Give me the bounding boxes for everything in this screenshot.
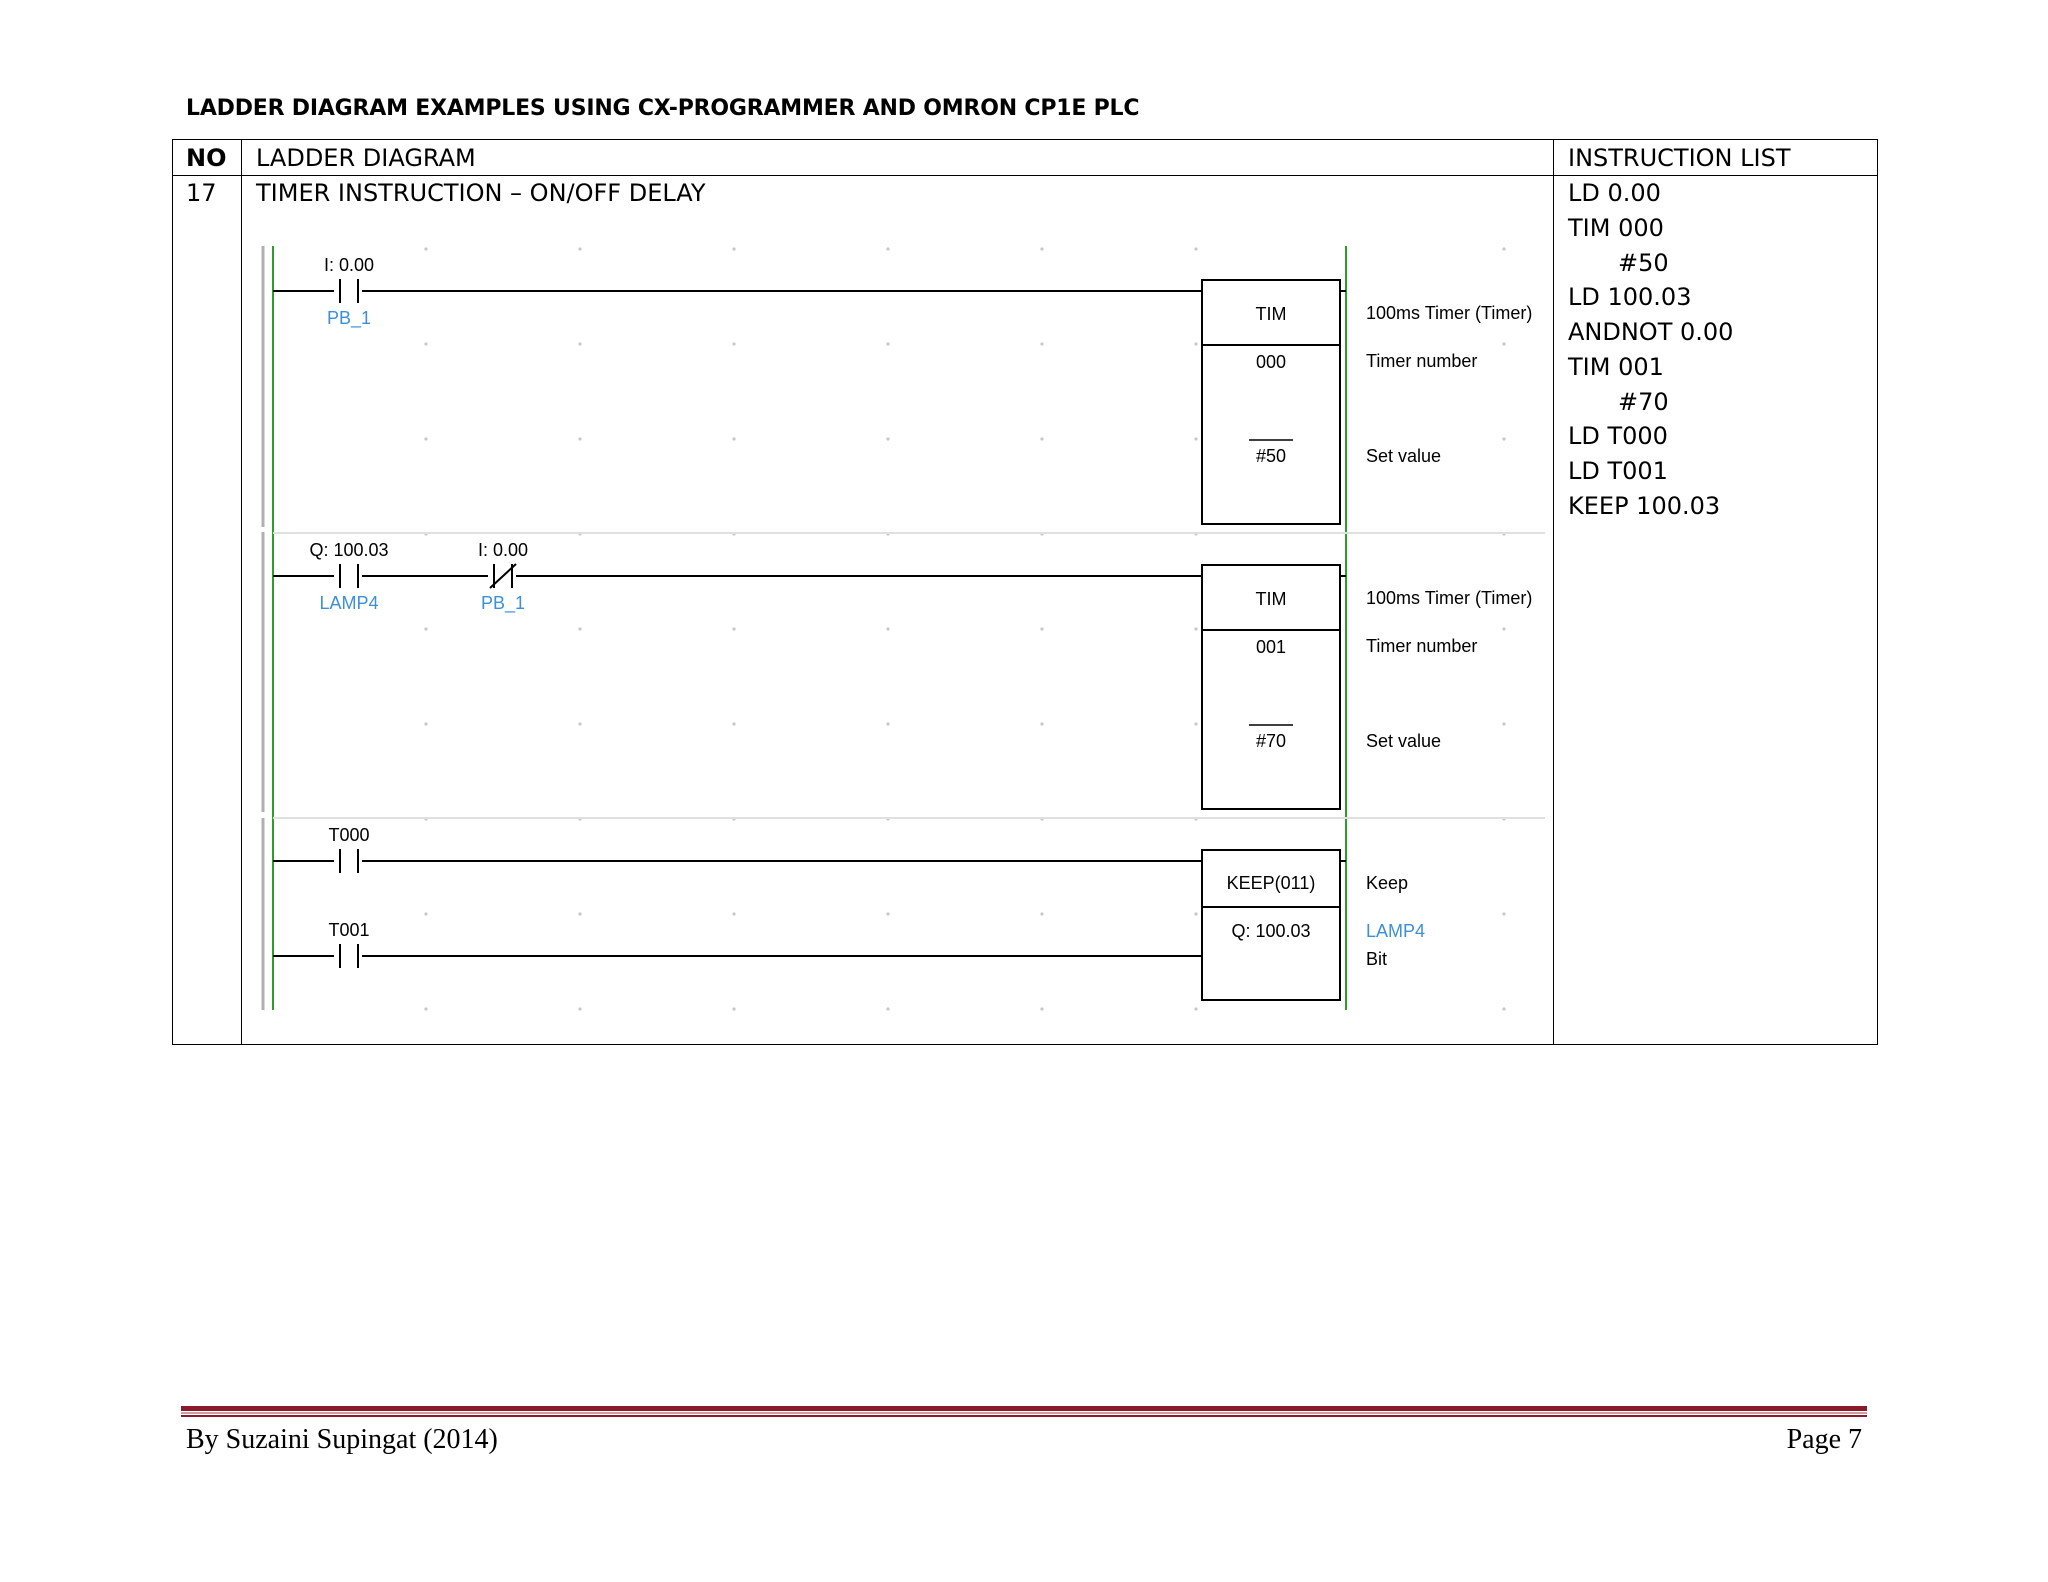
contact-address: T000 bbox=[328, 825, 370, 845]
rung-3 bbox=[273, 825, 1425, 1000]
contact-address: I: 0.00 bbox=[323, 255, 375, 275]
grid-dot bbox=[1502, 247, 1505, 250]
grid-dot bbox=[578, 627, 581, 630]
grid-dot bbox=[1502, 912, 1505, 915]
header-no: NO bbox=[186, 144, 227, 172]
grid-dot bbox=[1194, 912, 1197, 915]
grid-dot bbox=[1040, 437, 1043, 440]
instruction-line: #70 bbox=[1618, 388, 1669, 416]
grid-dot bbox=[732, 247, 735, 250]
block-name: TIM bbox=[1255, 589, 1287, 609]
grid-dot bbox=[1040, 912, 1043, 915]
contact-address: T001 bbox=[328, 920, 370, 940]
instruction-line: ANDNOT 0.00 bbox=[1568, 318, 1734, 346]
grid-dot bbox=[1040, 722, 1043, 725]
block-label: Set value bbox=[1366, 446, 1442, 466]
rung-1 bbox=[273, 255, 1532, 524]
grid-dot bbox=[886, 627, 889, 630]
instruction-line: KEEP 100.03 bbox=[1568, 492, 1721, 520]
block-operand: 001 bbox=[1255, 637, 1287, 657]
grid-dot bbox=[1502, 627, 1505, 630]
instruction-line: LD 100.03 bbox=[1568, 283, 1692, 311]
grid-dot bbox=[424, 342, 427, 345]
rung-2 bbox=[273, 540, 1532, 809]
block-label: Set value bbox=[1366, 731, 1442, 751]
grid-dot bbox=[1194, 437, 1197, 440]
grid-dot bbox=[424, 437, 427, 440]
contact-symbol: PB_1 bbox=[326, 308, 372, 328]
grid-dot bbox=[886, 437, 889, 440]
grid-dot bbox=[1502, 342, 1505, 345]
document-title: LADDER DIAGRAM EXAMPLES USING CX-PROGRAMMER AND OMRON CP1E PLC bbox=[186, 96, 1140, 121]
contact-address: I: 0.00 bbox=[477, 540, 529, 560]
grid-dot bbox=[1194, 627, 1197, 630]
grid-dot bbox=[1194, 722, 1197, 725]
grid-dot bbox=[886, 342, 889, 345]
grid-dot bbox=[578, 912, 581, 915]
grid-dot bbox=[732, 1007, 735, 1010]
grid-dot bbox=[578, 1007, 581, 1010]
grid-dot bbox=[1194, 342, 1197, 345]
no-contact-lamp4[interactable] bbox=[334, 564, 362, 588]
block-operand: Q: 100.03 bbox=[1231, 921, 1311, 941]
grid-dot bbox=[886, 1007, 889, 1010]
no-contact-t001[interactable] bbox=[334, 944, 362, 968]
block-label: LAMP4 bbox=[1366, 921, 1426, 941]
block-label: 100ms Timer (Timer) bbox=[1366, 303, 1533, 323]
grid-dot bbox=[1040, 342, 1043, 345]
grid-dot bbox=[1040, 1007, 1043, 1010]
no-contact-t000[interactable] bbox=[334, 849, 362, 873]
block-name: KEEP(011) bbox=[1226, 873, 1316, 893]
instruction-line: LD 0.00 bbox=[1568, 179, 1661, 207]
grid-dot bbox=[424, 912, 427, 915]
row-title: TIMER INSTRUCTION – ON/OFF DELAY bbox=[256, 179, 706, 207]
instruction-line: #50 bbox=[1618, 249, 1669, 277]
block-label: Timer number bbox=[1366, 351, 1478, 371]
header-ladder-diagram: LADDER DIAGRAM bbox=[256, 144, 476, 172]
no-contact-pb1[interactable] bbox=[334, 279, 362, 303]
block-label: Keep bbox=[1366, 873, 1409, 893]
block-label: 100ms Timer (Timer) bbox=[1366, 588, 1533, 608]
row-number: 17 bbox=[186, 179, 217, 207]
footer-page-number: Page 7 bbox=[1786, 1424, 1862, 1455]
grid-dot bbox=[424, 247, 427, 250]
grid-dot bbox=[578, 437, 581, 440]
block-label: Bit bbox=[1366, 949, 1388, 969]
grid-dot bbox=[1040, 627, 1043, 630]
grid-dot bbox=[1502, 1007, 1505, 1010]
contact-address: Q: 100.03 bbox=[309, 540, 389, 560]
contact-symbol: PB_1 bbox=[480, 593, 526, 613]
instruction-line: LD T001 bbox=[1568, 457, 1668, 485]
instruction-line: TIM 001 bbox=[1568, 353, 1664, 381]
grid-dots bbox=[424, 247, 1505, 1010]
grid-dot bbox=[1194, 1007, 1197, 1010]
grid-dot bbox=[732, 342, 735, 345]
block-name: TIM bbox=[1255, 304, 1287, 324]
grid-dot bbox=[732, 437, 735, 440]
footer-rule bbox=[181, 1406, 1867, 1418]
block-operand: #70 bbox=[1255, 731, 1287, 751]
contact-symbol: LAMP4 bbox=[319, 593, 379, 613]
grid-dot bbox=[886, 912, 889, 915]
grid-dot bbox=[578, 342, 581, 345]
instruction-line: TIM 000 bbox=[1568, 214, 1664, 242]
grid-dot bbox=[1502, 437, 1505, 440]
grid-dot bbox=[732, 627, 735, 630]
grid-dot bbox=[732, 912, 735, 915]
grid-dot bbox=[424, 722, 427, 725]
block-operand: #50 bbox=[1255, 446, 1287, 466]
grid-dot bbox=[424, 627, 427, 630]
grid-dot bbox=[1194, 247, 1197, 250]
grid-dot bbox=[886, 722, 889, 725]
grid-dot bbox=[886, 247, 889, 250]
grid-dot bbox=[732, 722, 735, 725]
nc-contact-pb1[interactable] bbox=[488, 564, 516, 588]
instruction-line: LD T000 bbox=[1568, 422, 1668, 450]
grid-dot bbox=[424, 1007, 427, 1010]
grid-dot bbox=[578, 247, 581, 250]
grid-dot bbox=[578, 722, 581, 725]
block-label: Timer number bbox=[1366, 636, 1478, 656]
grid-dot bbox=[1502, 722, 1505, 725]
footer-author: By Suzaini Supingat (2014) bbox=[186, 1424, 498, 1455]
header-instruction-list: INSTRUCTION LIST bbox=[1568, 144, 1791, 172]
block-operand: 000 bbox=[1255, 352, 1287, 372]
grid-dot bbox=[1040, 247, 1043, 250]
